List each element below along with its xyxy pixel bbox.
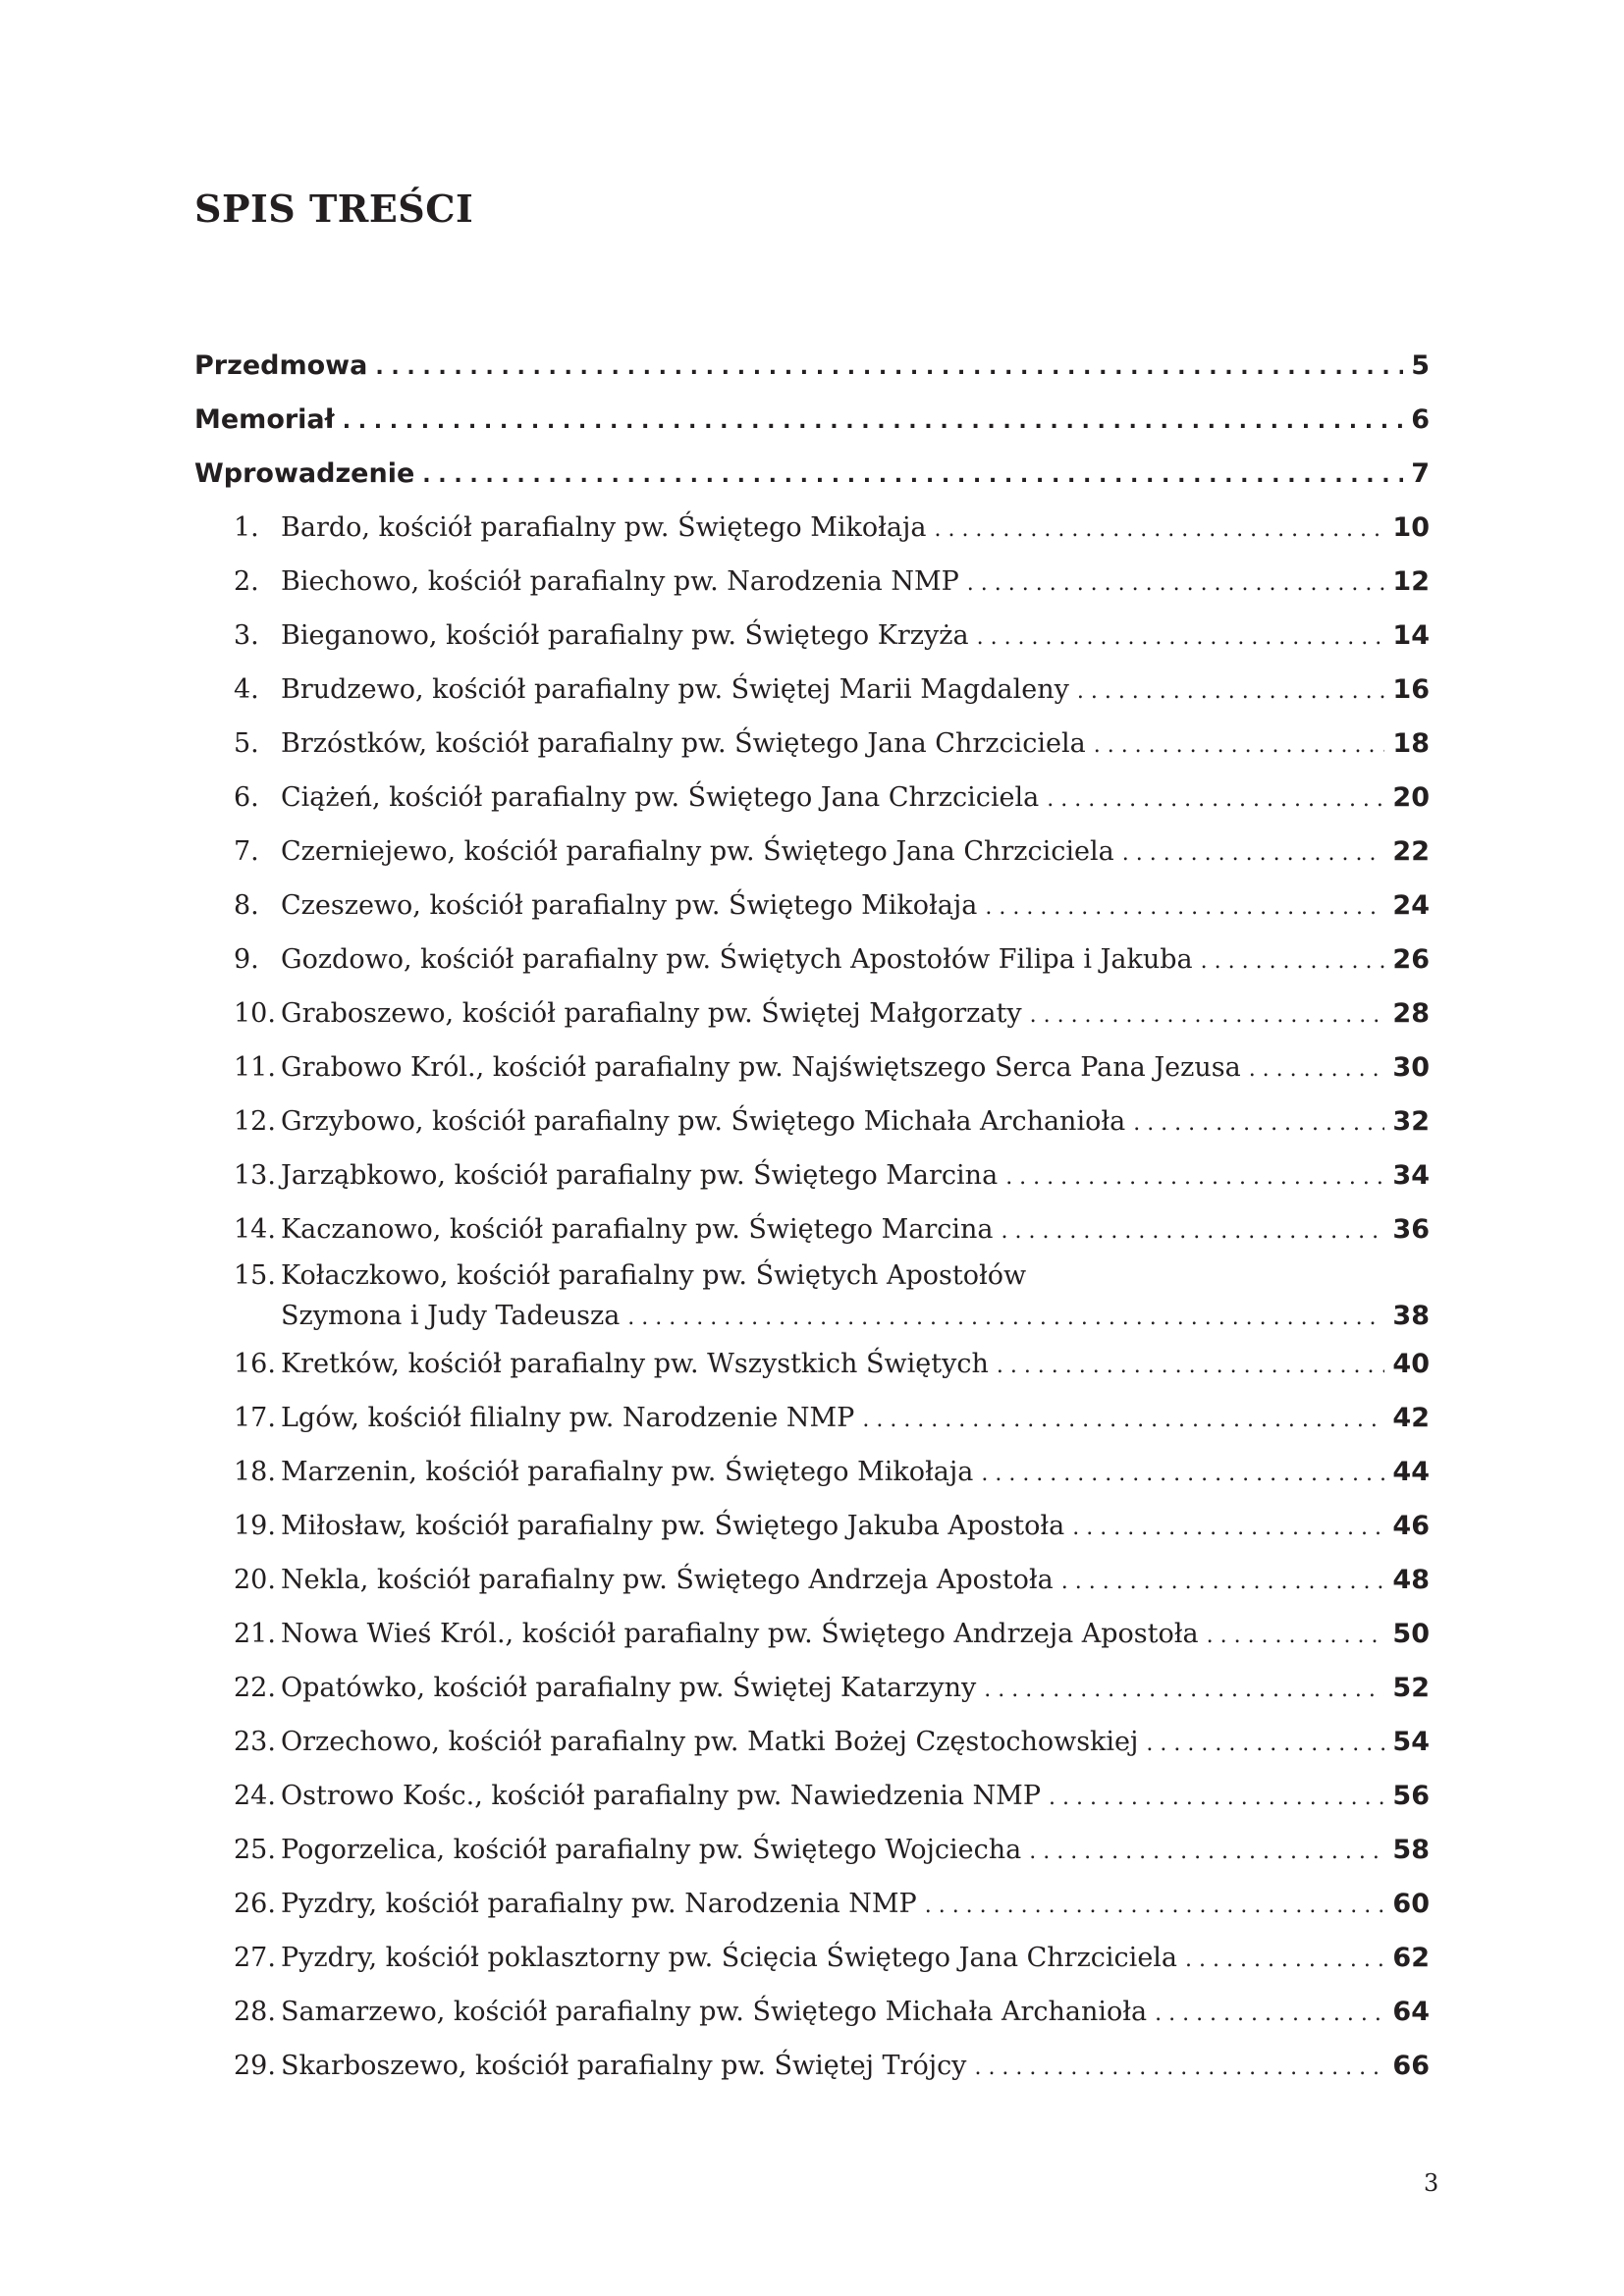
dot-leader bbox=[1207, 1609, 1385, 1663]
dot-leader bbox=[627, 1298, 1384, 1339]
toc-entry[interactable] bbox=[194, 663, 1430, 717]
toc-page-number: 16 bbox=[1392, 674, 1430, 705]
toc-page-number: 54 bbox=[1392, 1727, 1430, 1757]
toc-entry-label: Pyzdry, kościół parafialny pw. Narodzenia NMP bbox=[281, 1889, 917, 1919]
toc-page-number: 50 bbox=[1392, 1619, 1430, 1649]
toc-page-number: 22 bbox=[1392, 836, 1430, 867]
toc-entry[interactable] bbox=[194, 1823, 1430, 1877]
toc-page-number: 6 bbox=[1411, 404, 1430, 435]
dot-leader bbox=[984, 1663, 1384, 1717]
toc-entry-label: Czeszewo, kościół parafialny pw. Świętego Mikołaja bbox=[281, 890, 978, 921]
toc-entry[interactable] bbox=[194, 1148, 1430, 1202]
toc-entry-number: 21. bbox=[234, 1619, 276, 1649]
toc-entry-number: 12. bbox=[234, 1106, 276, 1137]
toc-page-number: 52 bbox=[1392, 1673, 1430, 1703]
toc-page-number: 7 bbox=[1411, 458, 1430, 489]
toc-entry-label: Nowa Wieś Król., kościół parafialny pw. Świętego Andrzeja Apostoła bbox=[281, 1619, 1199, 1649]
toc-entry-label: Memoriał bbox=[194, 404, 335, 435]
toc-entry[interactable] bbox=[194, 501, 1430, 555]
dot-leader bbox=[1201, 934, 1385, 988]
dot-leader bbox=[985, 881, 1384, 934]
dot-leader bbox=[1005, 1150, 1384, 1204]
toc-entry-number: 2. bbox=[234, 566, 259, 597]
toc-page-number: 44 bbox=[1392, 1457, 1430, 1487]
dot-leader bbox=[422, 449, 1403, 503]
toc-entry-number: 16. bbox=[234, 1349, 276, 1379]
dot-leader bbox=[934, 503, 1384, 557]
toc-entry-number: 22. bbox=[234, 1673, 276, 1703]
toc-entry-number: 13. bbox=[234, 1160, 276, 1191]
toc-entry-label: Wprowadzenie bbox=[194, 458, 415, 489]
toc-entry-label: Opatówko, kościół parafialny pw. Świętej Katarzyny bbox=[281, 1673, 977, 1703]
toc-entry-label: Czerniejewo, kościół parafialny pw. Świętego Jana Chrzciciela bbox=[281, 836, 1114, 867]
toc-entry-number: 9. bbox=[234, 944, 259, 975]
toc-entry-number: 29. bbox=[234, 2051, 276, 2081]
toc-main-entry[interactable] bbox=[194, 447, 1430, 501]
toc-entry-number: 23. bbox=[234, 1727, 276, 1757]
toc-entry[interactable] bbox=[194, 1499, 1430, 1553]
dot-leader bbox=[1001, 1204, 1384, 1258]
toc-entry[interactable] bbox=[194, 1202, 1430, 1256]
toc-entry-number: 17. bbox=[234, 1403, 276, 1433]
toc-entry-number: 3. bbox=[234, 620, 259, 651]
toc-entry[interactable] bbox=[194, 1769, 1430, 1823]
toc-entry-label-continued: Szymona i Judy Tadeusza bbox=[281, 1301, 621, 1331]
toc-entry-number: 7. bbox=[234, 836, 259, 867]
toc-entry[interactable] bbox=[194, 1553, 1430, 1607]
dot-leader bbox=[1185, 1933, 1384, 1987]
toc-page-number: 28 bbox=[1392, 998, 1430, 1029]
toc-entry-label: Jarząbkowo, kościół parafialny pw. Świętego Marcina bbox=[281, 1160, 999, 1191]
toc-entry-label: Graboszewo, kościół parafialny pw. Świętej Małgorzaty bbox=[281, 998, 1022, 1029]
dot-leader bbox=[1030, 988, 1385, 1042]
toc-entry-label: Ciążeń, kościół parafialny pw. Świętego Jana Chrzciciela bbox=[281, 782, 1040, 813]
toc-entry[interactable] bbox=[194, 1041, 1430, 1095]
toc-entry-label: Kołaczkowo, kościół parafialny pw. Świętych Apostołów bbox=[281, 1260, 1027, 1291]
toc-entry-label: Ostrowo Kośc., kościół parafialny pw. Nawiedzenia NMP bbox=[281, 1781, 1041, 1811]
toc-page-number: 34 bbox=[1392, 1160, 1430, 1191]
toc-entry[interactable] bbox=[194, 1337, 1430, 1391]
toc-entry-label: Lgów, kościół filialny pw. Narodzenie NMP bbox=[281, 1403, 855, 1433]
toc-main-entry[interactable] bbox=[194, 393, 1430, 447]
toc-page-number: 38 bbox=[1392, 1301, 1430, 1331]
toc-entry-number: 8. bbox=[234, 890, 259, 921]
toc-entry-label: Pogorzelica, kościół parafialny pw. Świętego Wojciecha bbox=[281, 1835, 1022, 1865]
toc-entry[interactable] bbox=[194, 1256, 1430, 1337]
toc-entry-number: 6. bbox=[234, 782, 259, 813]
toc-page-number: 64 bbox=[1392, 1997, 1430, 2027]
toc-entry-number: 11. bbox=[234, 1052, 276, 1083]
toc-entry-number: 15. bbox=[234, 1260, 276, 1291]
toc-entry[interactable] bbox=[194, 987, 1430, 1041]
toc-page-number: 58 bbox=[1392, 1835, 1430, 1865]
toc-entry[interactable] bbox=[194, 825, 1430, 879]
toc-entry-number: 18. bbox=[234, 1457, 276, 1487]
toc-page-number: 60 bbox=[1392, 1889, 1430, 1919]
toc-entry[interactable] bbox=[194, 1607, 1430, 1661]
toc-entry-number: 19. bbox=[234, 1511, 276, 1541]
toc-entry[interactable] bbox=[194, 609, 1430, 663]
toc-page-number: 42 bbox=[1392, 1403, 1430, 1433]
toc-entry[interactable] bbox=[194, 555, 1430, 609]
toc-entry-label: Miłosław, kościół parafialny pw. Świętego Jakuba Apostoła bbox=[281, 1511, 1065, 1541]
toc-entry-label: Kaczanowo, kościół parafialny pw. Świętego Marcina bbox=[281, 1214, 994, 1245]
toc-entry-number: 10. bbox=[234, 998, 276, 1029]
toc-page-number: 12 bbox=[1392, 566, 1430, 597]
toc-page-number: 20 bbox=[1392, 782, 1430, 813]
toc-page-number: 18 bbox=[1392, 728, 1430, 759]
toc-entry-number: 28. bbox=[234, 1997, 276, 2027]
toc-entry-label: Marzenin, kościół parafialny pw. Świętego Mikołaja bbox=[281, 1457, 974, 1487]
dot-leader bbox=[967, 557, 1385, 611]
toc-page-number: 56 bbox=[1392, 1781, 1430, 1811]
dot-leader bbox=[1155, 1987, 1384, 2041]
toc-entry[interactable] bbox=[194, 879, 1430, 933]
dot-leader bbox=[1146, 1717, 1384, 1771]
toc-entry[interactable] bbox=[194, 1985, 1430, 2039]
toc-entry-label: Przedmowa bbox=[194, 350, 368, 381]
toc-entry[interactable] bbox=[194, 2039, 1430, 2093]
toc-page-number: 30 bbox=[1392, 1052, 1430, 1083]
toc-page-number: 32 bbox=[1392, 1106, 1430, 1137]
toc-page-number: 66 bbox=[1392, 2051, 1430, 2081]
dot-leader bbox=[1094, 719, 1385, 773]
toc-entry[interactable] bbox=[194, 1931, 1430, 1985]
toc-page-number: 36 bbox=[1392, 1214, 1430, 1245]
dot-leader bbox=[1077, 665, 1385, 719]
toc-entry-label: Brudzewo, kościół parafialny pw. Świętej Marii Magdaleny bbox=[281, 674, 1069, 705]
toc-entry-label: Grzybowo, kościół parafialny pw. Świętego Michała Archanioła bbox=[281, 1106, 1126, 1137]
dot-leader bbox=[997, 1339, 1385, 1393]
toc-entry-label: Orzechowo, kościół parafialny pw. Matki Bożej Częstochowskiej bbox=[281, 1727, 1139, 1757]
toc-entry-number: 24. bbox=[234, 1781, 276, 1811]
toc-entry[interactable] bbox=[194, 1877, 1430, 1931]
toc-entry-label: Grabowo Król., kościół parafialny pw. Najświętszego Serca Pana Jezusa bbox=[281, 1052, 1241, 1083]
dot-leader bbox=[343, 395, 1404, 449]
dot-leader bbox=[1249, 1042, 1385, 1096]
toc-entry-label: Bieganowo, kościół parafialny pw. Świętego Krzyża bbox=[281, 620, 969, 651]
toc-entry-label: Kretków, kościół parafialny pw. Wszystkich Świętych bbox=[281, 1349, 989, 1379]
toc-entry-number: 20. bbox=[234, 1565, 276, 1595]
toc-entry-number: 14. bbox=[234, 1214, 276, 1245]
toc-page-number: 48 bbox=[1392, 1565, 1430, 1595]
dot-leader bbox=[1029, 1825, 1384, 1879]
dot-leader bbox=[1122, 827, 1385, 881]
toc-entry[interactable] bbox=[194, 1715, 1430, 1769]
toc-page-number: 24 bbox=[1392, 890, 1430, 921]
toc-entry-label: Pyzdry, kościół poklasztorny pw. Ścięcia Świętego Jana Chrzciciela bbox=[281, 1943, 1178, 1973]
page-number: 3 bbox=[1424, 2169, 1439, 2197]
toc-page-number: 10 bbox=[1392, 512, 1430, 543]
toc-entry-number: 5. bbox=[234, 728, 259, 759]
dot-leader bbox=[1049, 1771, 1384, 1825]
toc-entry[interactable] bbox=[194, 771, 1430, 825]
dot-leader bbox=[925, 1879, 1385, 1933]
toc-entry-label: Gozdowo, kościół parafialny pw. Świętych Apostołów Filipa i Jakuba bbox=[281, 944, 1193, 975]
toc-entry[interactable] bbox=[194, 1095, 1430, 1148]
toc-entry-label: Nekla, kościół parafialny pw. Świętego Andrzeja Apostoła bbox=[281, 1565, 1054, 1595]
toc-entry-label: Brzóstków, kościół parafialny pw. Świętego Jana Chrzciciela bbox=[281, 728, 1086, 759]
toc-entry[interactable] bbox=[194, 717, 1430, 771]
dot-leader bbox=[375, 341, 1403, 395]
toc-main-entry[interactable] bbox=[194, 339, 1430, 393]
toc-entry[interactable] bbox=[194, 933, 1430, 987]
dot-leader bbox=[862, 1393, 1384, 1447]
toc-entry-label: Biechowo, kościół parafialny pw. Narodzenia NMP bbox=[281, 566, 959, 597]
toc-entry-label: Skarboszewo, kościół parafialny pw. Świętej Trójcy bbox=[281, 2051, 967, 2081]
table-of-contents bbox=[194, 339, 1430, 2093]
toc-entry-number: 4. bbox=[234, 674, 259, 705]
toc-entry-number: 1. bbox=[234, 512, 259, 543]
dot-leader bbox=[1061, 1555, 1385, 1609]
dot-leader bbox=[1047, 773, 1384, 827]
toc-entry[interactable] bbox=[194, 1445, 1430, 1499]
dot-leader bbox=[1072, 1501, 1384, 1555]
toc-entry[interactable] bbox=[194, 1391, 1430, 1445]
toc-main-list bbox=[194, 339, 1430, 501]
toc-entry-number: 26. bbox=[234, 1889, 276, 1919]
page-title: SPIS TREŚCI bbox=[194, 187, 474, 231]
toc-page-number: 62 bbox=[1392, 1943, 1430, 1973]
toc-entry-label: Samarzewo, kościół parafialny pw. Świętego Michała Archanioła bbox=[281, 1997, 1148, 2027]
dot-leader bbox=[981, 1447, 1384, 1501]
toc-entry-number: 27. bbox=[234, 1943, 276, 1973]
dot-leader bbox=[1133, 1096, 1384, 1150]
toc-page-number: 26 bbox=[1392, 944, 1430, 975]
toc-page-number: 14 bbox=[1392, 620, 1430, 651]
toc-page-number: 5 bbox=[1411, 350, 1430, 381]
toc-entry-list bbox=[194, 501, 1430, 2093]
toc-page-number: 40 bbox=[1392, 1349, 1430, 1379]
toc-entry-number: 25. bbox=[234, 1835, 276, 1865]
dot-leader bbox=[974, 2041, 1384, 2095]
toc-page-number: 46 bbox=[1392, 1511, 1430, 1541]
toc-entry[interactable] bbox=[194, 1661, 1430, 1715]
toc-entry-label: Bardo, kościół parafialny pw. Świętego Mikołaja bbox=[281, 512, 927, 543]
dot-leader bbox=[977, 611, 1385, 665]
